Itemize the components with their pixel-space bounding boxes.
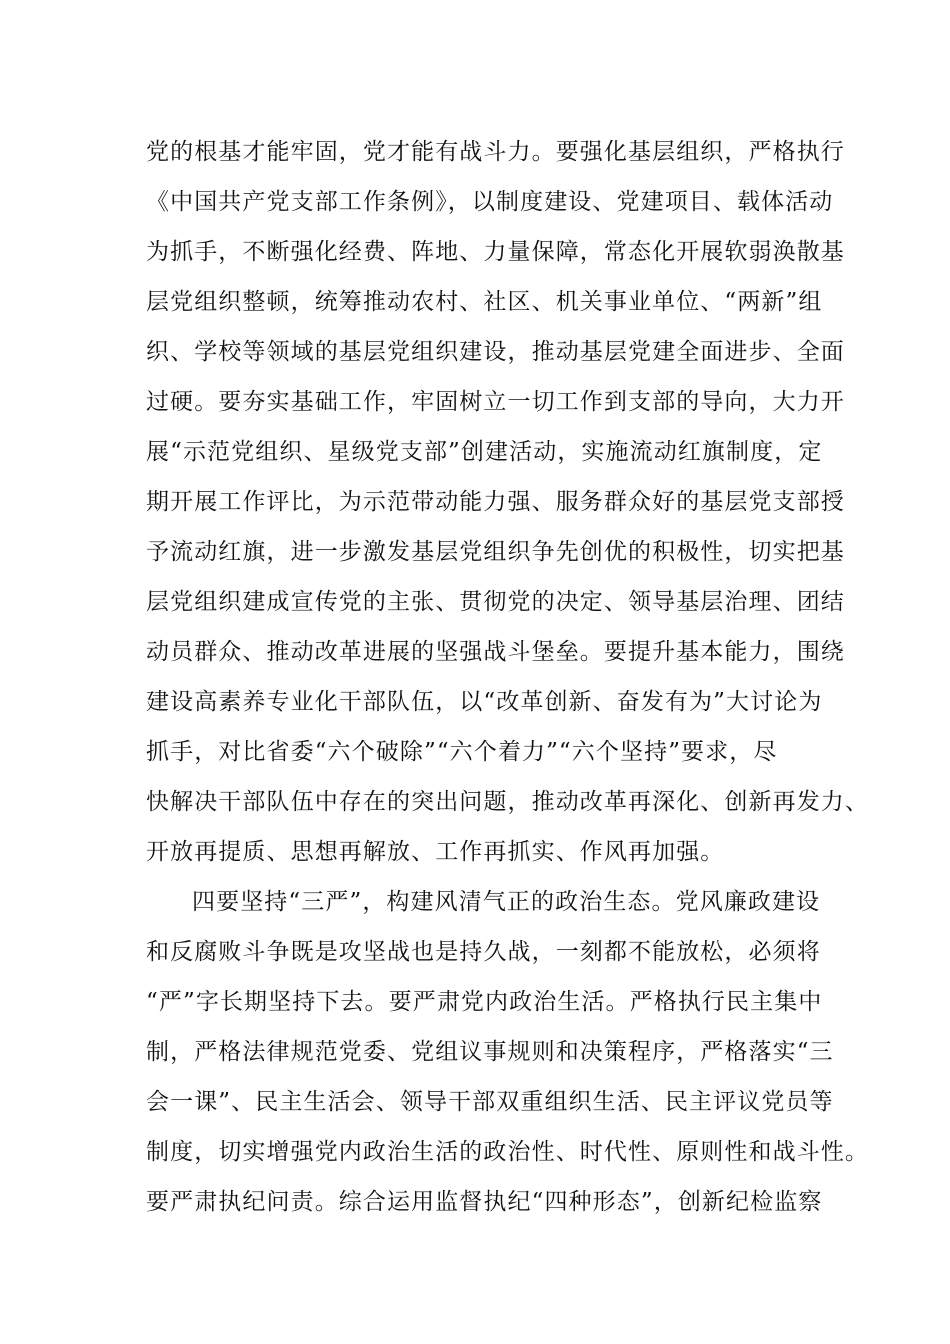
text-line: 期开展工作评比，为示范带动能力强、服务群众好的基层党支部授 — [146, 489, 845, 515]
text-line: 快解决干部队伍中存在的突出问题，推动改革再深化、创新再发力、 — [146, 789, 869, 815]
text-line: 予流动红旗，进一步激发基层党组织争先创优的积极性，切实把基 — [146, 539, 845, 565]
text-line: 层党组织建成宣传党的主张、贯彻党的决定、领导基层治理、团结 — [146, 589, 845, 615]
paragraph-heading-line: 四要坚持“三严”，构建风清气正的政治生态。党风廉政建设 — [192, 889, 821, 915]
text-line: 要严肃执纪问责。综合运用监督执纪“四种形态”，创新纪检监察 — [146, 1189, 823, 1215]
text-line: 层党组织整顿，统筹推动农村、社区、机关事业单位、“两新”组 — [146, 289, 823, 315]
text-line: 抓手，对比省委“六个破除”“六个着力”“六个坚持”要求，尽 — [146, 739, 778, 765]
text-line: 会一课”、民主生活会、领导干部双重组织生活、民主评议党员等 — [146, 1089, 834, 1115]
text-line: 制，严格法律规范党委、党组议事规则和决策程序，严格落实“三 — [146, 1039, 834, 1065]
text-line: “严”字长期坚持下去。要严肃党内政治生活。严格执行民主集中 — [146, 989, 823, 1015]
text-line: 过硬。要夯实基础工作，牢固树立一切工作到支部的导向，大力开 — [146, 389, 845, 415]
text-line: 建设高素养专业化干部队伍，以“改革创新、奋发有为”大讨论为 — [146, 689, 823, 715]
text-line: 制度，切实增强党内政治生活的政治性、时代性、原则性和战斗性。 — [146, 1139, 869, 1165]
text-line: 和反腐败斗争既是攻坚战也是持久战，一刻都不能放松，必须将 — [146, 939, 821, 965]
text-line: 《中国共产党支部工作条例》，以制度建设、党建项目、载体活动 — [146, 189, 834, 215]
text-line: 党的根基才能牢固，党才能有战斗力。要强化基层组织，严格执行 — [146, 139, 845, 165]
text-line: 开放再提质、思想再解放、工作再抓实、作风再加强。 — [146, 839, 725, 865]
text-line: 动员群众、推动改革进展的坚强战斗堡垒。要提升基本能力，围绕 — [146, 639, 845, 665]
text-line: 织、学校等领域的基层党组织建设，推动基层党建全面进步、全面 — [146, 339, 845, 365]
text-line: 展“示范党组织、星级党支部”创建活动，实施流动红旗制度，定 — [146, 439, 823, 465]
text-line: 为抓手，不断强化经费、阵地、力量保障，常态化开展软弱涣散基 — [146, 239, 845, 265]
